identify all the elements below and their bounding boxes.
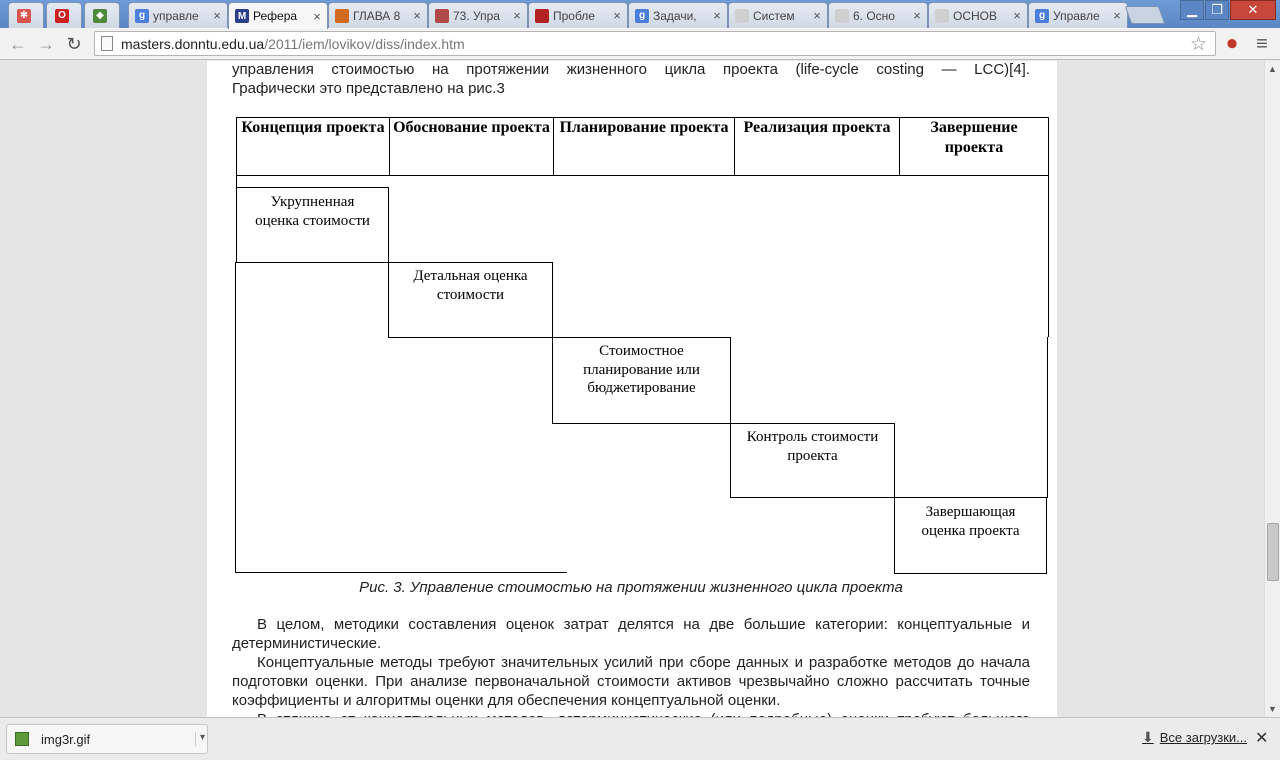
paragraph-2: Концептуальные методы требуют значительных усилий при сборе данных и разработке методов до начала подготовки оценки. При анализе первоначальной стоимости активов чрезвычайно сложно рассчитать точные коэффициенты и алгоритмы оценки для обеспечения концептуальной оценки. xyxy=(232,654,1030,709)
close-icon[interactable]: × xyxy=(513,8,521,23)
google-icon: g xyxy=(1035,9,1049,23)
menu-button[interactable] xyxy=(1250,32,1274,56)
page-icon xyxy=(735,9,749,23)
cost-stage-label: Контроль стоимости проекта xyxy=(746,429,879,464)
tab-title: Систем xyxy=(753,8,795,23)
hamburger-icon: ≡ xyxy=(1256,32,1268,55)
tab-5[interactable] xyxy=(528,2,628,28)
phase-header: Реализация проекта xyxy=(743,119,891,136)
cost-stage-label: Детальная оценка стоимости xyxy=(413,268,528,303)
google-icon: g xyxy=(635,9,649,23)
emblem-icon: ✱ xyxy=(17,9,31,23)
all-downloads-label: Все загрузки... xyxy=(1159,730,1248,745)
cost-stage-label: Укрупненная оценка стоимости xyxy=(255,194,370,229)
pinned-tab-2[interactable] xyxy=(46,2,82,28)
download-filename: img3r.gif xyxy=(41,731,91,747)
vertical-scrollbar[interactable] xyxy=(1264,61,1280,717)
tab-3[interactable] xyxy=(328,2,428,28)
download-shelf xyxy=(0,717,1280,760)
close-icon[interactable]: × xyxy=(1113,8,1121,23)
close-shelf-button[interactable]: ✕ xyxy=(1255,730,1269,747)
tab-6[interactable] xyxy=(628,2,728,28)
reload-button[interactable] xyxy=(62,32,86,56)
intro-line-2: Графически это представлено на рис.3 xyxy=(232,80,505,97)
cube-icon: ◆ xyxy=(93,9,107,23)
emblem-icon xyxy=(535,9,549,23)
tab-title: управле xyxy=(153,8,199,23)
close-icon[interactable]: × xyxy=(213,8,221,23)
book-icon xyxy=(435,9,449,23)
stop-sign-icon: ⏺ xyxy=(1227,32,1237,55)
page-icon xyxy=(101,36,113,51)
browser-toolbar xyxy=(0,28,1280,60)
close-icon[interactable]: × xyxy=(613,8,621,23)
close-icon[interactable]: × xyxy=(413,8,421,23)
pinned-tab-1[interactable] xyxy=(8,2,44,28)
new-tab-button[interactable] xyxy=(1125,6,1166,24)
close-window-button[interactable]: ✕ xyxy=(1230,0,1276,20)
scroll-thumb[interactable] xyxy=(1267,523,1279,581)
phase-header: Завершение проекта xyxy=(930,119,1018,156)
scroll-up-arrow[interactable]: ▲ xyxy=(1268,64,1277,74)
tab-title: 6. Осно xyxy=(853,8,895,23)
close-icon[interactable]: × xyxy=(913,8,921,23)
reload-icon: ↻ xyxy=(66,33,82,54)
tab-9[interactable] xyxy=(928,2,1028,28)
minimize-button[interactable]: ▁ xyxy=(1180,0,1204,20)
tab-4[interactable] xyxy=(428,2,528,28)
url-host: masters.donntu.edu.ua xyxy=(121,35,265,52)
phase-header: Обоснование проекта xyxy=(393,119,550,136)
tab-title: Пробле xyxy=(553,8,595,23)
arrow-left-icon: ← xyxy=(9,33,27,54)
close-icon[interactable]: × xyxy=(713,8,721,23)
tab-strip xyxy=(0,0,1280,28)
download-arrow-icon: ⬇ xyxy=(1142,729,1154,745)
url-path: /2011/iem/lovikov/diss/index.htm xyxy=(264,35,465,52)
tab-title: Рефера xyxy=(253,9,298,23)
star-icon[interactable]: ☆ xyxy=(1189,34,1207,55)
university-icon: M xyxy=(235,9,249,23)
article-column xyxy=(207,61,1057,717)
arrow-right-icon: → xyxy=(37,33,55,54)
cost-stage-label: Завершающая оценка проекта xyxy=(921,504,1020,539)
figure-caption: Рис. 3. Управление стоимостью на протяжении жизненного цикла проекта xyxy=(359,579,903,596)
forward-button[interactable] xyxy=(34,32,58,56)
tab-title: ГЛАВА 8 xyxy=(353,8,401,23)
maximize-button[interactable]: ❐ xyxy=(1205,0,1229,20)
image-file-icon xyxy=(15,732,29,746)
chevron-down-icon[interactable]: ▾ xyxy=(195,732,205,746)
close-icon[interactable]: × xyxy=(813,8,821,23)
tab-8[interactable] xyxy=(828,2,928,28)
page-viewport[interactable] xyxy=(0,61,1264,717)
extension-button[interactable] xyxy=(1220,32,1244,56)
intro-line-1: управления стоимостью на протяжении жизненного цикла проекта (life-cycle costing — LCC)[4]. xyxy=(232,61,1030,78)
opera-icon: O xyxy=(55,9,69,23)
book-icon xyxy=(335,9,349,23)
address-bar[interactable] xyxy=(94,31,1216,56)
scroll-down-arrow[interactable]: ▼ xyxy=(1268,704,1277,714)
phase-header: Планирование проекта xyxy=(559,119,729,136)
tab-10[interactable] xyxy=(1028,2,1128,28)
paragraph-1: В целом, методики составления оценок затрат делятся на две большие категории: концептуальные и детерминистические. xyxy=(232,616,1030,652)
tab-2[interactable] xyxy=(228,2,328,29)
page-icon xyxy=(835,9,849,23)
tab-title: Задачи, xyxy=(653,8,697,23)
tab-1[interactable] xyxy=(128,2,228,28)
close-icon[interactable]: × xyxy=(1013,8,1021,23)
google-icon: g xyxy=(135,9,149,23)
tab-title: ОСНОВ xyxy=(953,8,998,23)
tab-title: Управле xyxy=(1053,8,1100,23)
download-item[interactable] xyxy=(6,724,208,754)
all-downloads-link[interactable] xyxy=(1142,729,1247,746)
close-icon[interactable]: × xyxy=(313,8,321,24)
pinned-tab-3[interactable] xyxy=(84,2,120,28)
phase-header: Концепция проекта xyxy=(241,119,385,136)
cost-stage-label: Стоимостное планирование или бюджетирование xyxy=(583,343,700,396)
tab-7[interactable] xyxy=(728,2,828,28)
tab-title: 73. Упра xyxy=(453,8,500,23)
back-button[interactable] xyxy=(6,32,30,56)
page-icon xyxy=(935,9,949,23)
